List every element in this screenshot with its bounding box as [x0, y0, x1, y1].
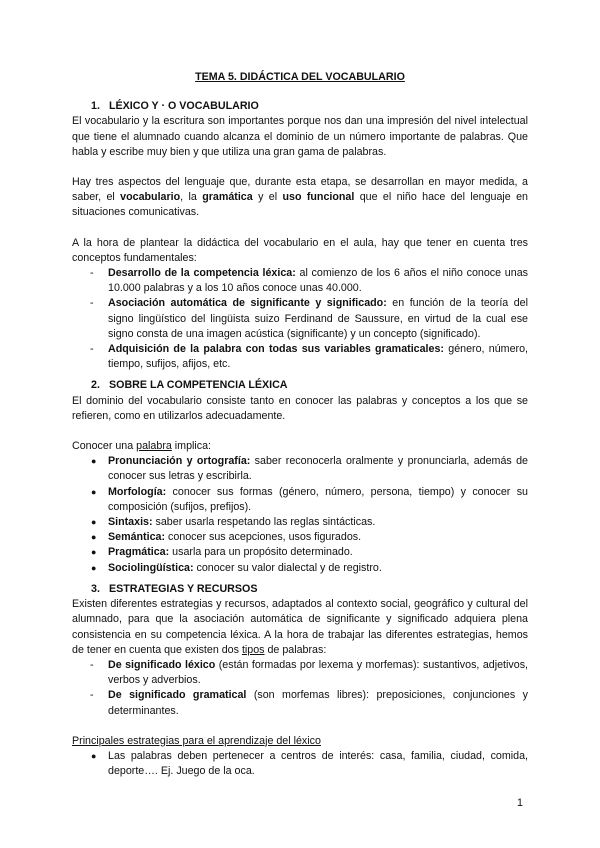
list-item: - Asociación automática de significante y significado: en función de la teoría del signo lingüístico del lingüista suizo Ferdinand de Saussure, en virtud de la cual ese signo consta de una imagen acústica (significante) y un concepto (significado). [90, 297, 529, 340]
section-1-paragraph-3: A la hora de plantear la didáctica del vocabulario en el aula, hay que tener en cuenta tres conceptos fundamentales: [72, 236, 528, 264]
section-2-paragraph-2: Conocer una palabra implica: [72, 440, 212, 453]
strategies-list [72, 749, 528, 779]
section-3-title: ESTRATEGIAS Y RECURSOS [109, 582, 258, 595]
list-item: - De significado gramatical (son morfemas libres): preposiciones, conjunciones y determinantes. [90, 689, 528, 717]
document-title: TEMA 5. DIDÁCTICA DEL VOCABULARIO [195, 71, 405, 83]
list-item: ● Sociolingüística: conocer su valor dialectal y de registro. [91, 561, 382, 574]
document-body [72, 70, 528, 779]
list-item: ● Sintaxis: saber usarla respetando las reglas sintácticas. [91, 516, 376, 529]
list-item: - Adquisición de la palabra con todas sus variables gramaticales: género, número, tiempo, sufijos, afijos, etc. [90, 343, 528, 371]
section-2-paragraph-1: El dominio del vocabulario consiste tanto en conocer las palabras y conceptos a los que se refieren, como en utilizarlos adecuadamente. [72, 394, 528, 422]
section-1-number: 1. [91, 100, 100, 113]
section-3-heading [72, 582, 528, 597]
section-3-paragraph-1: Existen diferentes estrategias y recursos, adaptados al contexto social, geográfico y cultural del alumnado, para que la asociación automática de significante y significado adquiera plena consistencia en su competencia léxica. A la hora de trabajar las diferentes estrategias, hemos de tener en cuenta que existen dos tipos de palabras: [72, 598, 528, 656]
word-types-list [72, 658, 528, 719]
section-2-number: 2. [91, 379, 100, 392]
section-1-paragraph-2: Hay tres aspectos del lenguaje que, durante esta etapa, se desarrollan en mayor medida, a saber, el vocabulario, la gramática y el uso funcional que el niño hace del lenguaje en situaciones comunicativas. [72, 176, 529, 219]
list-item: ● Semántica: conocer sus acepciones, usos figurados. [91, 531, 362, 544]
word-knowledge-list [72, 454, 528, 576]
list-item: ● Morfología: conocer sus formas (género, número, persona, tiempo) y conocer su composición (sufijos, prefijos). [91, 485, 528, 513]
list-item: ● Las palabras deben pertenecer a centros de interés: casa, familia, ciudad, comida, deporte…. Ej. Juego de la oca. [91, 749, 528, 778]
section-1-heading [72, 99, 528, 114]
list-item: ● Pragmática: usarla para un propósito determinado. [91, 546, 353, 559]
section-3-number: 3. [91, 582, 100, 595]
list-item: ● Pronunciación y ortografía: saber reconocerla oralmente y pronunciarla, además de conocer sus letras y escribirla. [91, 455, 528, 483]
section-2-title: SOBRE LA COMPETENCIA LÉXICA [109, 379, 288, 392]
page-number: 1 [517, 797, 523, 809]
list-item: - De significado léxico (están formadas por lexema y morfemas): sustantivos, adjetivos, verbos y adverbios. [90, 658, 529, 687]
concepts-list [72, 266, 528, 372]
list-item: - Desarrollo de la competencia léxica: al comienzo de los 6 años el niño conoce unas 10.000 palabras y a los 10 años conoce unas 40.000. [90, 267, 528, 295]
section-2-heading [72, 378, 528, 393]
section-1-title: LÉXICO Y · O VOCABULARIO [109, 100, 259, 113]
strategies-subheading: Principales estrategias para el aprendizaje del léxico [72, 734, 321, 747]
section-1-paragraph-1: El vocabulario y la escritura son importantes porque nos dan una impresión del nivel intelectual que tiene el alumnado cuando alcanza el dominio de un número importante de palabras. Que habla y escribe muy bien y que utiliza una gran gama de palabras. [72, 115, 528, 158]
